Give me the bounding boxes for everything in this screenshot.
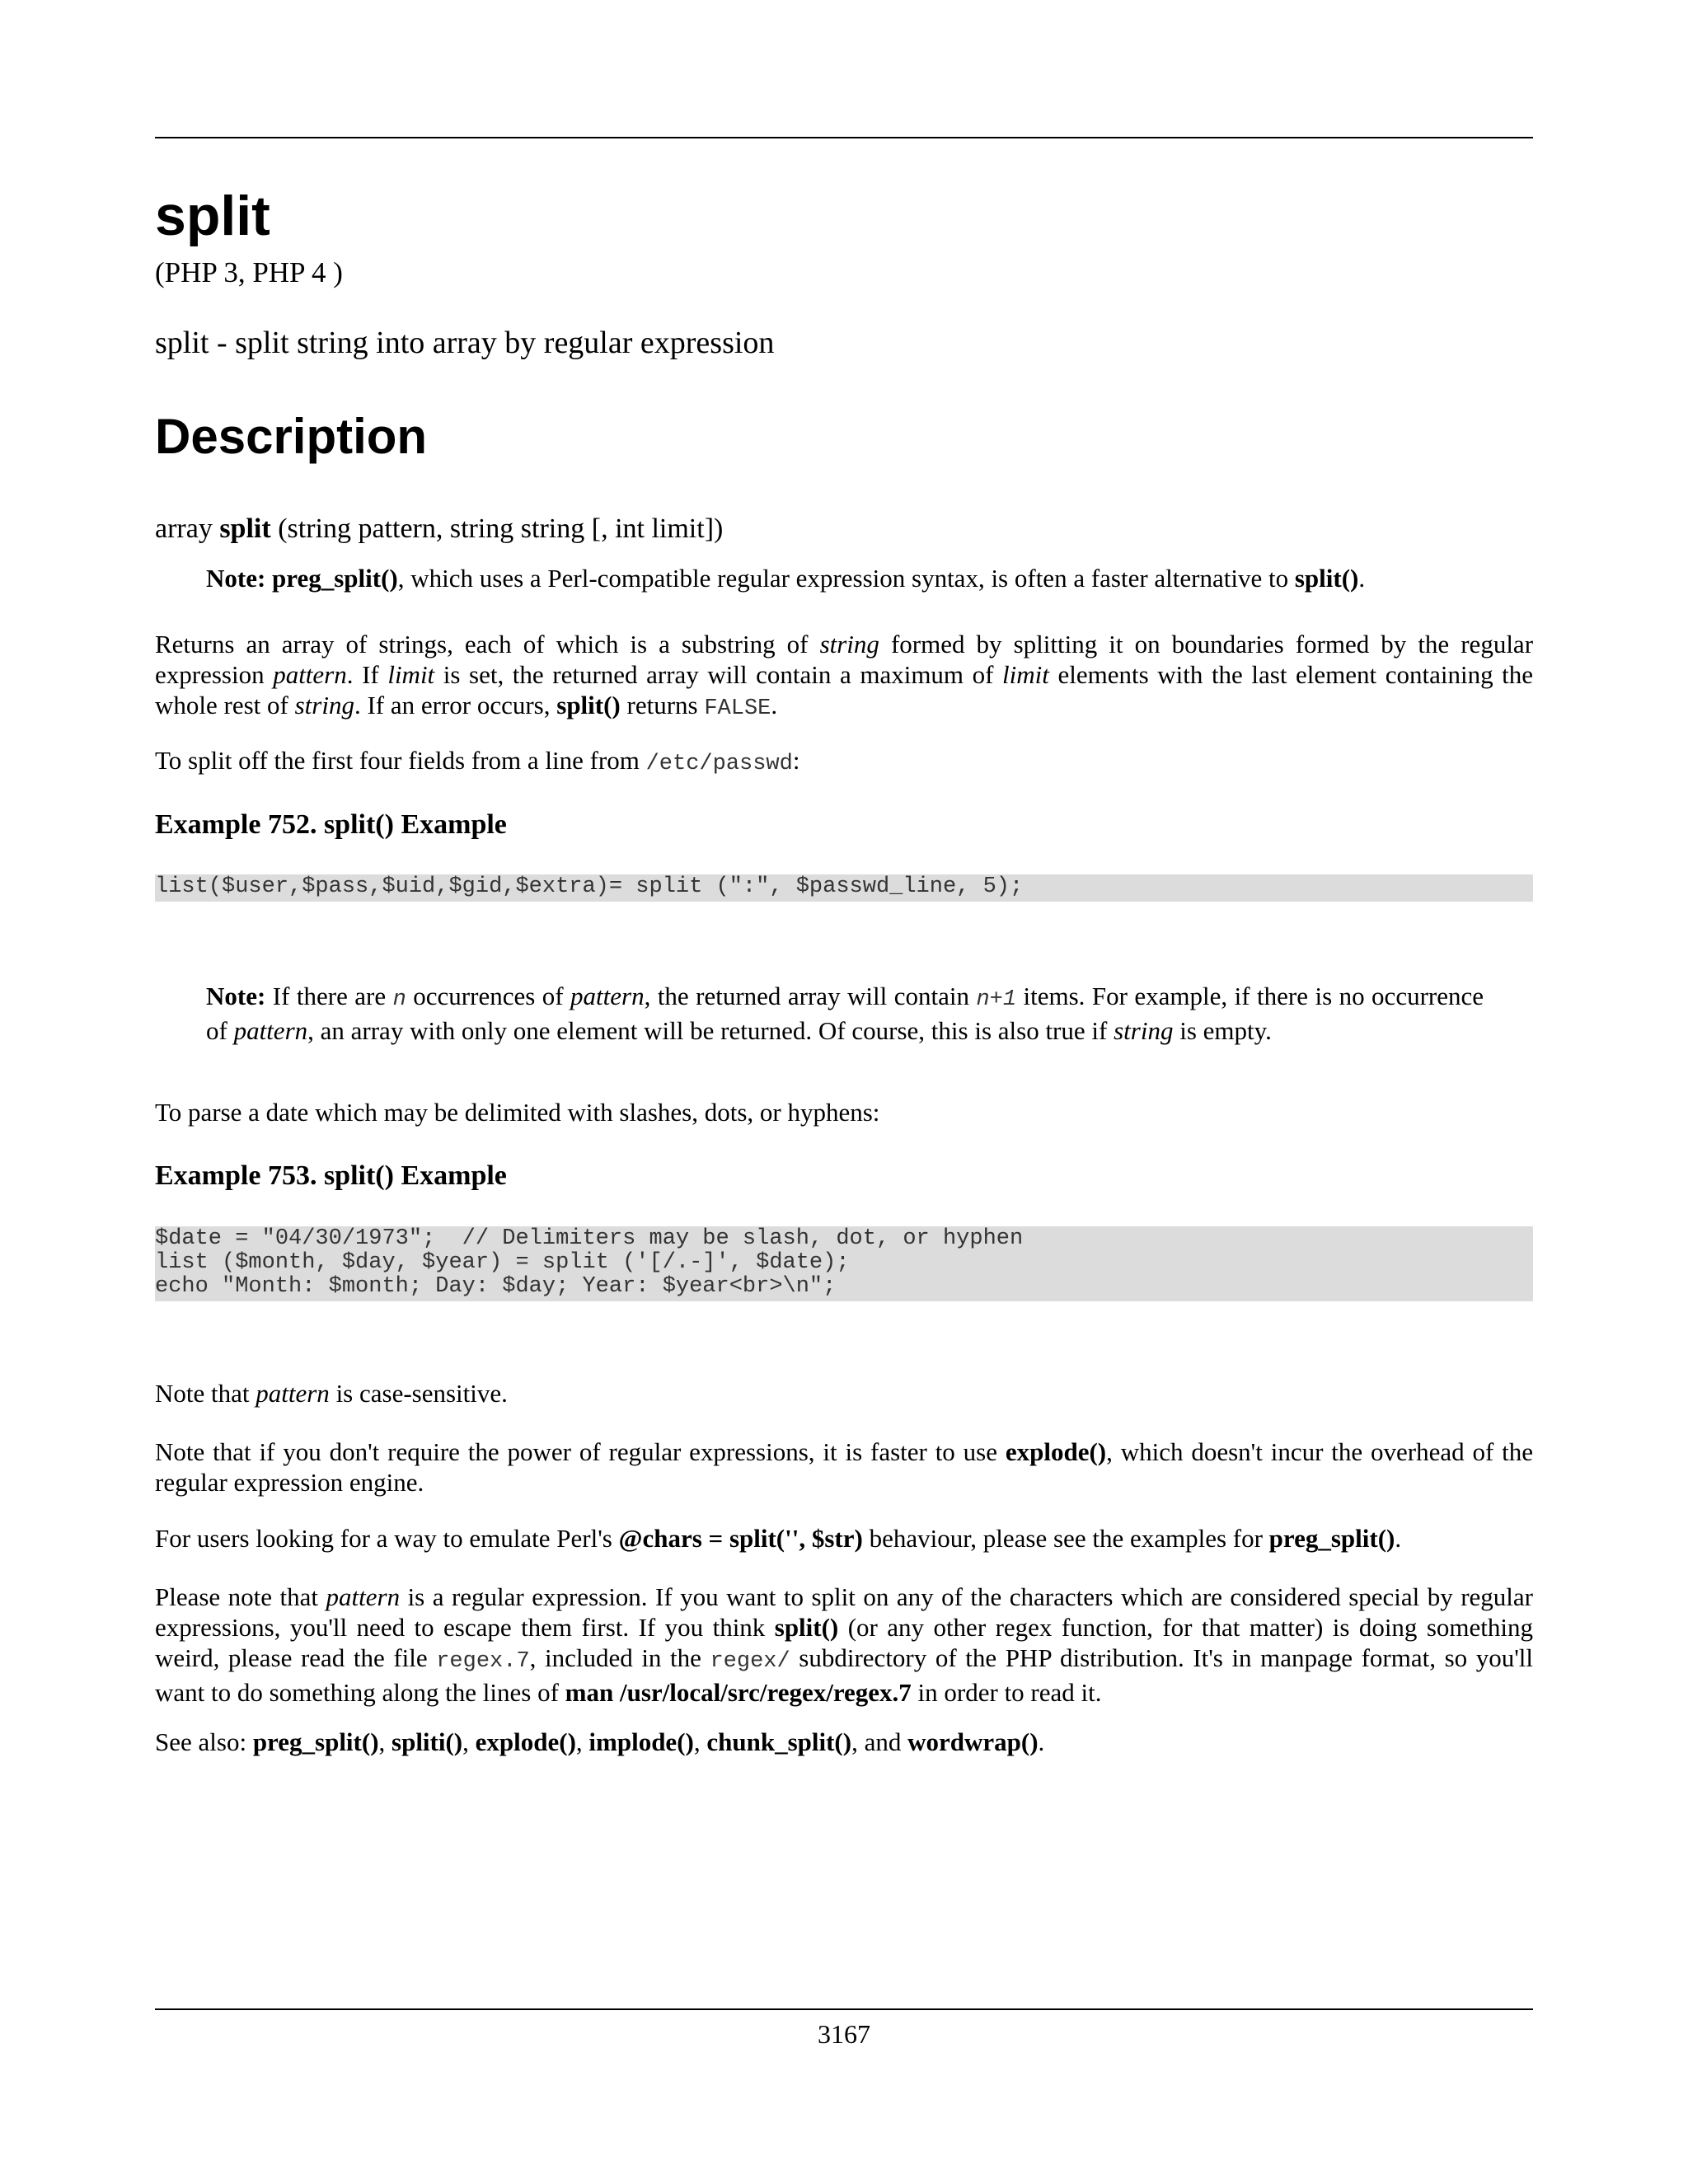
function-link-preg-split[interactable]: preg_split() xyxy=(1268,1524,1395,1553)
see-also-label: See also: xyxy=(155,1727,247,1756)
section-heading-description: Description xyxy=(155,409,428,464)
synopsis-params: (string pattern, string string [, int limit]) xyxy=(278,513,724,544)
constant-false: FALSE xyxy=(704,696,771,721)
see-also-link[interactable]: implode() xyxy=(588,1727,694,1756)
see-also-link[interactable]: chunk_split() xyxy=(706,1727,852,1756)
synopsis-function-name: split xyxy=(219,513,271,544)
directory-regex: regex/ xyxy=(710,1649,790,1674)
php-versions: (PHP 3, PHP 4 ) xyxy=(155,256,343,288)
see-also-paragraph: See also: preg_split(), spliti(), explode(), implode(), chunk_split(), and wordwrap(). xyxy=(155,1727,1045,1756)
document-page xyxy=(155,0,1533,2184)
example-752-title: Example 752. split() Example xyxy=(155,809,507,840)
note-preg-split: Note: preg_split(), which uses a Perl-compatible regular expression syntax, is often a faster alternative to split(). xyxy=(206,564,1366,593)
see-also-link[interactable]: spliti() xyxy=(392,1727,463,1756)
date-intro-paragraph: To parse a date which may be delimited with slashes, dots, or hyphens: xyxy=(155,1098,880,1127)
file-path: /etc/passwd xyxy=(645,752,793,776)
function-link-split[interactable]: split() xyxy=(1294,564,1359,593)
function-synopsis xyxy=(155,513,723,546)
function-link-split[interactable]: split() xyxy=(774,1613,839,1642)
footer-rule xyxy=(155,2008,1533,2010)
note-occurrences: Note: If there are n occurrences of pattern, the returned array will contain n+1 items. For example, if there is no occurrence of pattern, an array with only one element will be returned. Of course, this is also true if string is empty. xyxy=(206,982,1484,1045)
page-title: split xyxy=(155,185,270,247)
perl-paragraph: For users looking for a way to emulate Perl's @chars = split('', $str) behaviour, please see the examples for preg_split(). xyxy=(155,1524,1402,1553)
regex-paragraph: Please note that pattern is a regular expression. If you want to split on any of the characters which are considered special by regular expressions, you'll need to escape them first. If you think split() (or any other regex function, for that matter) is doing something weird, please read the file regex.7, included in the regex/ subdirectory of the PHP distribution. It's in manpage format, so you'll want to do something along the lines of man /usr/local/src/regex/regex.7 in order to read it. xyxy=(155,1582,1534,1707)
example-753-title: Example 753. split() Example xyxy=(155,1160,507,1191)
split-intro-paragraph: To split off the first four fields from a line from /etc/passwd: xyxy=(155,746,800,776)
example-753-code: $date = "04/30/1973"; // Delimiters may be slash, dot, or hyphen list ($month, $day, $year) = split ('[/.-]', $date); echo "Month: $month; Day: $day; Year: $year<br>\n"; xyxy=(155,1226,1533,1301)
filename-regex7: regex.7 xyxy=(436,1649,530,1674)
synopsis-return-type: array xyxy=(155,513,213,544)
explode-paragraph: Note that if you don't require the power of regular expressions, it is faster to use explode(), which doesn't incur the overhead of the regular expression engine. xyxy=(155,1437,1533,1497)
see-also-link[interactable]: wordwrap() xyxy=(907,1727,1039,1756)
example-752-code: list($user,$pass,$uid,$gid,$extra)= split (":", $passwd_line, 5); xyxy=(155,874,1533,902)
case-sensitive-paragraph: Note that pattern is case-sensitive. xyxy=(155,1379,508,1408)
returns-paragraph: Returns an array of strings, each of which is a substring of string formed by splitting it on boundaries formed by the regular expression pattern. If limit is set, the returned array will contain a maximum of limit elements with the last element containing the whole rest of string. If an error occurs, split() returns FALSE. xyxy=(155,630,1534,721)
function-link-explode[interactable]: explode() xyxy=(1005,1437,1107,1466)
function-purpose: split - split string into array by regular expression xyxy=(155,326,775,360)
page-number: 3167 xyxy=(818,2019,870,2049)
note-label: Note: xyxy=(206,564,266,593)
header-rule xyxy=(155,137,1533,138)
see-also-link[interactable]: preg_split() xyxy=(252,1727,379,1756)
note-label: Note: xyxy=(206,982,266,1010)
function-link-preg-split[interactable]: preg_split() xyxy=(272,564,398,593)
see-also-link[interactable]: explode() xyxy=(475,1727,576,1756)
function-link-split[interactable]: split() xyxy=(556,691,621,719)
